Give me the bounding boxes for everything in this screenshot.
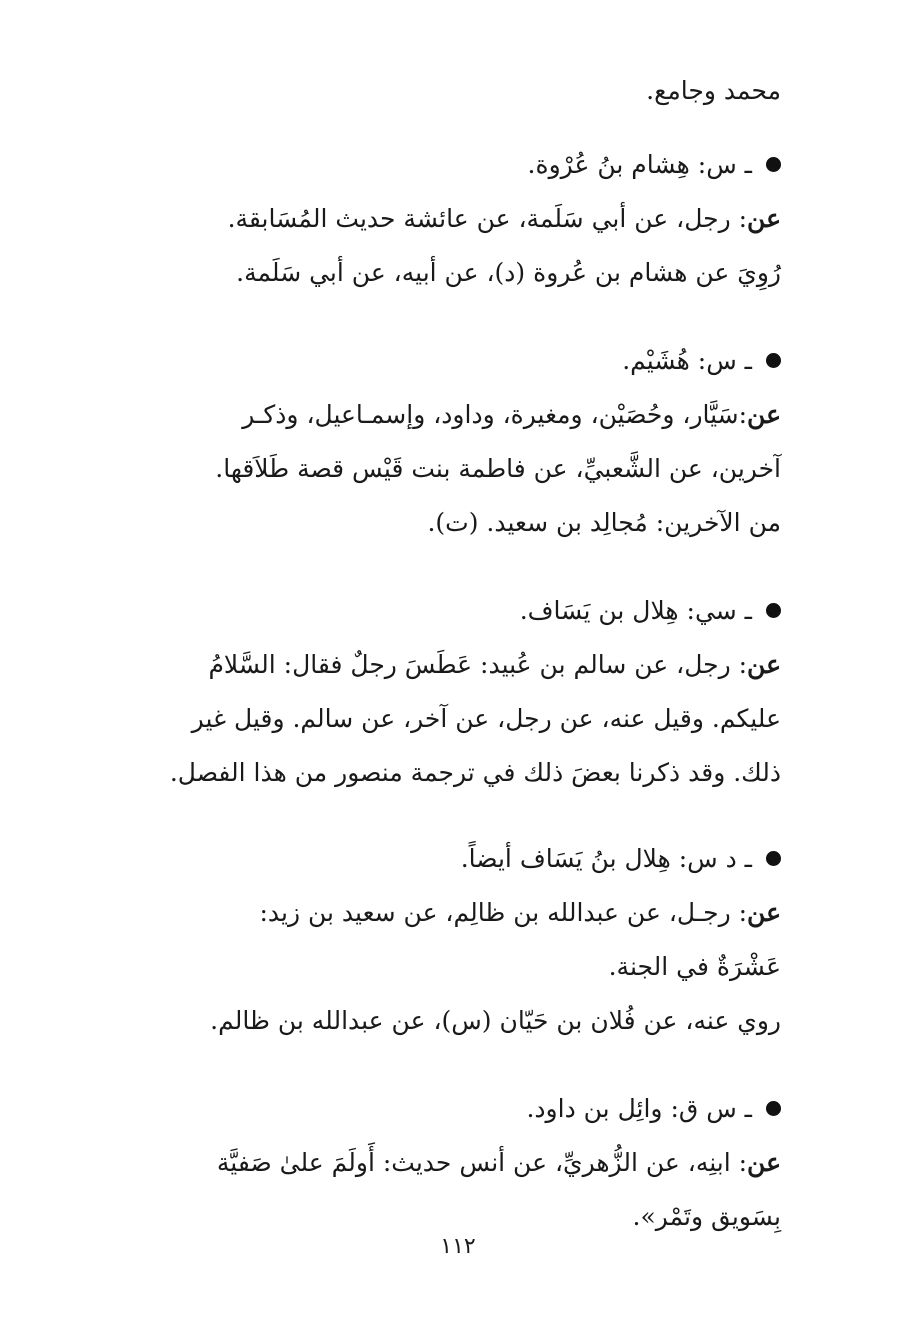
- entry-heading: ـ د س: هِلال بنُ يَسَاف أيضاً.: [75, 832, 781, 886]
- entry-heading: ـ س ق: وائِل بن داود.: [75, 1082, 781, 1136]
- an-keyword: عن: [747, 1148, 781, 1177]
- entry-line: عن: رجل، عن أبي سَلَمة، عن عائشة حديث المُسَابقة.: [227, 204, 781, 233]
- entry-line: عن: رجـل، عن عبدالله بن ظالِم، عن سعيد بن زيد:: [259, 898, 781, 927]
- entry-line: آخرين، عن الشَّعبيِّ، عن فاطمة بنت قَيْس قصة طَلاَقها.: [215, 454, 781, 483]
- entry-line: روي عنه، عن فُلان بن حَيّان (س)، عن عبدالله بن ظالم.: [210, 1006, 781, 1035]
- entry-line: عن: رجل، عن سالم بن عُبيد: عَطَسَ رجلٌ فقال: السَّلامُ: [208, 650, 781, 679]
- bullet-icon: [766, 157, 781, 172]
- continuation-text: محمد وجامع.: [646, 76, 781, 105]
- bullet-icon: [766, 1101, 781, 1116]
- entry-line: عليكم. وقيل عنه، عن رجل، عن آخر، عن سالم. وقيل غير: [191, 704, 781, 733]
- entry-heading: ـ سي: هِلال بن يَسَاف.: [75, 584, 781, 638]
- an-keyword: عن: [747, 898, 781, 927]
- continuation-line: [75, 64, 781, 118]
- an-keyword: عن: [747, 650, 781, 679]
- an-keyword: عن: [747, 400, 781, 429]
- entry-line: من الآخرين: مُجالِد بن سعيد. (ت).: [427, 508, 781, 537]
- entry-line: بِسَويق وتَمْر».: [632, 1202, 781, 1231]
- page-number: ١١٢: [440, 1234, 476, 1259]
- entry-line: رُوِيَ عن هشام بن عُروة (د)، عن أبيه، عن أبي سَلَمة.: [236, 258, 781, 287]
- entry-1: [75, 138, 781, 300]
- entry-2: [75, 334, 781, 550]
- bullet-icon: [766, 851, 781, 866]
- entry-line: عن: ابنِه، عن الزُّهريِّ، عن أنس حديث: أَولَمَ علىٰ صَفيَّة: [216, 1148, 781, 1177]
- entry-heading: ـ س: هُشَيْم.: [75, 334, 781, 388]
- entry-line: ذلك. وقد ذكرنا بعضَ ذلك في ترجمة منصور من هذا الفصل.: [169, 758, 781, 787]
- bullet-icon: [766, 603, 781, 618]
- entry-line: عن:سَيَّار، وحُصَيْن، ومغيرة، وداود، وإسمـاعيل، وذكـر: [242, 400, 781, 429]
- entry-4: [75, 832, 781, 1048]
- an-keyword: عن: [747, 204, 781, 233]
- entry-5: [75, 1082, 781, 1244]
- entry-line: عَشْرَةٌ في الجنة.: [608, 952, 781, 981]
- bullet-icon: [766, 353, 781, 368]
- entry-heading: ـ س: هِشام بنُ عُرْوة.: [75, 138, 781, 192]
- entry-3: [75, 584, 781, 800]
